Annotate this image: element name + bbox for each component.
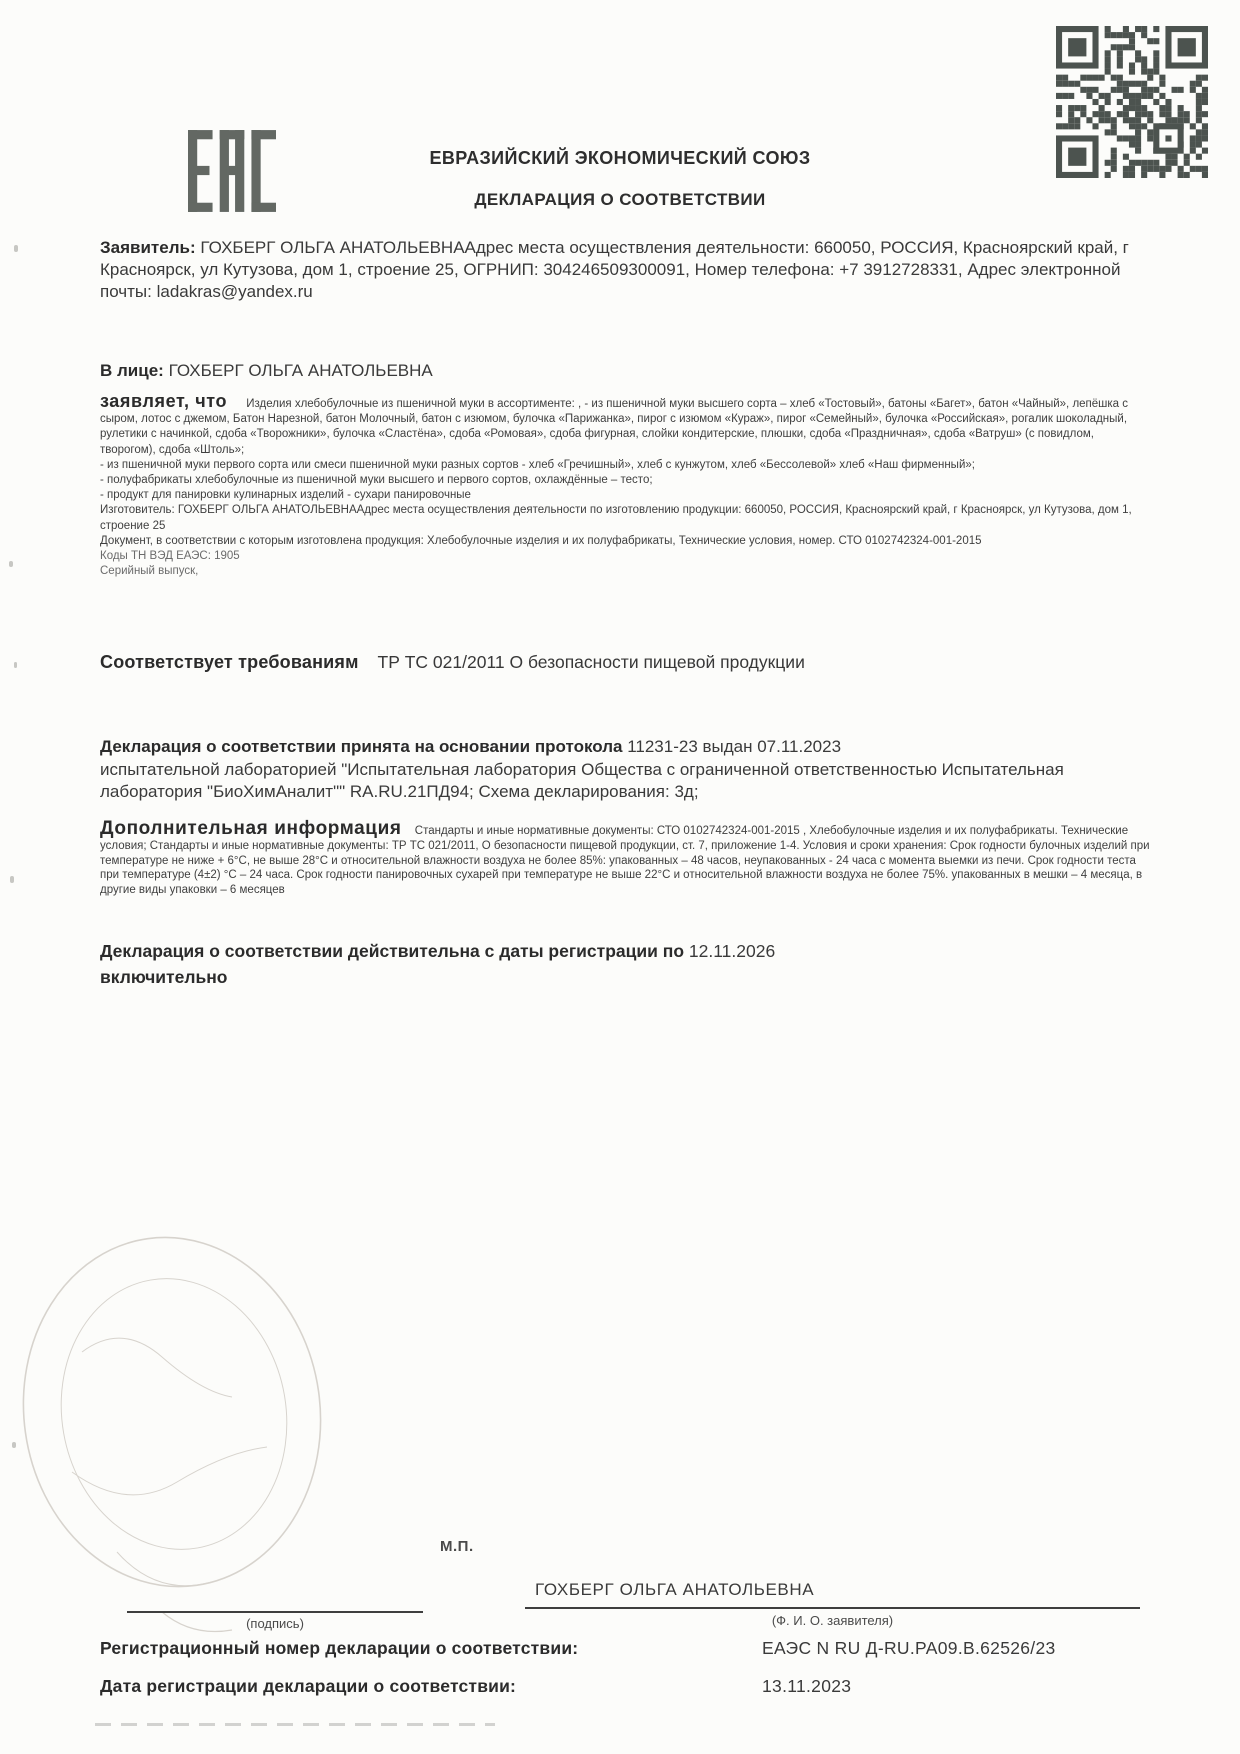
validity-label: Декларация о соответствии действительна с даты регистрации по (100, 941, 685, 961)
production-document-line: Документ, в соответствии с которым изготовлена продукция: Хлебобулочные изделия и их полуфабрикаты, Технические условия, номер. СТО 0102742324-001-2015 (100, 534, 982, 547)
protocol-number-and-date: 11231-23 выдан 07.11.2023 (627, 737, 842, 756)
validity-suffix: включительно (100, 967, 228, 987)
registration-date-label: Дата регистрации декларации о соответствии: (100, 1676, 517, 1696)
additional-info-text: Стандарты и иные нормативные документы: СТО 0102742324-001-2015 , Хлебобулочные изделия и их полуфабрикаты. Технические условия; Стандарты и иные нормативные документы: ТР ТС 021/2011, О безопасности пищевой продукции, ст. 7, приложение 1-4. Условия и сроки хранения: Срок годности булочных изделий при температуре не ниже + 6°С, не выше 28°С и относительной влажности воздуха не более 85%: упакованных – 48 часов, неупакованных - 24 часа с момента выемки из печи. Срок годности теста при температуре (4±2) °С – 24 часа. Срок годности панировочных сухарей при температуре не выше 22°С и относительной влажности воздуха не более 75%. упакованных в мешки – 4 месяца, в другие виды упаковки – 6 месяцев (100, 825, 1150, 897)
additional-info-label: Дополнительная информация (100, 818, 402, 839)
in-person-label: В лице: (100, 361, 164, 380)
scan-artifact-line (95, 1723, 495, 1726)
manufacturer-line: Изготовитель: ГОХБЕРГ ОЛЬГА АНАТОЛЬЕВНААдрес места осуществления деятельности по изготовлению продукции: 660050, РОССИЯ, Красноярский край, г Красноярск, ул Кутузова, дом 1, строение 25 (100, 504, 1132, 532)
document-title: ДЕКЛАРАЦИЯ О СООТВЕТСТВИИ (474, 190, 766, 209)
conformity-line (100, 652, 1148, 673)
scan-speck (9, 561, 13, 567)
basis-label: Декларация о соответствии принята на основании протокола (100, 737, 623, 756)
in-person-line (100, 360, 1148, 382)
validity-block (100, 938, 1148, 990)
applicant-paragraph (100, 237, 1148, 303)
product-assortment-intro: Изделия хлебобулочные из пшеничной муки в ассортименте: , - из пшеничной муки высшего сорта – хлеб «Тостовый», батоны «Багет», батон «Чайный», лепёшка с сыром, лотос с джемом, Батон Нарезной, батон Молочный, батон с изюмом, булочка «Парижанка», пирог с изюмом «Кураж», пирог «Семейный», булочка «Российская», рогалик шоколадный, рулетики с начинкой, сдоба «Творожники», булочка «Сластёна», сдоба «Ромовая», сдоба фигурная, слойки кондитерские, плюшки, сдоба «Праздничная», сдоба «Ватруш» (с повидлом, творогом), сдоба «Штоль»; (100, 398, 1129, 456)
basis-protocol-block (100, 736, 1148, 804)
scan-speck (14, 245, 18, 252)
signatory-name: ГОХБЕРГ ОЛЬГА АНАТОЛЬЕВНА (535, 1580, 815, 1599)
product-list-item: - полуфабрикаты хлебобулочные из пшеничной муки высшего и первого сортов, охлаждённые – тесто; (100, 474, 653, 487)
signature-caption: (подпись) (246, 1616, 304, 1631)
applicant-label: Заявитель: (100, 238, 196, 257)
stamp-impression (22, 1222, 357, 1642)
additional-info-block (100, 818, 1152, 898)
declaration-subject-block (100, 391, 1150, 579)
registration-date-value: 13.11.2023 (762, 1676, 852, 1696)
product-list-item: - продукт для панировки кулинарных изделий - сухари панировочные (100, 489, 471, 502)
seal-place-label: М.П. (440, 1538, 474, 1555)
declares-label: заявляет, что (100, 391, 228, 411)
scan-speck (12, 1442, 16, 1448)
signature-line (127, 1611, 423, 1613)
serial-release-line: Серийный выпуск, (100, 565, 199, 578)
validity-date: 12.11.2026 (688, 941, 776, 961)
conformity-label: Соответствует требованиям (100, 652, 359, 672)
union-title: ЕВРАЗИЙСКИЙ ЭКОНОМИЧЕСКИЙ СОЮЗ (429, 148, 811, 168)
name-line (525, 1607, 1140, 1609)
tnved-codes-line: Коды ТН ВЭД ЕАЭС: 1905 (100, 550, 240, 563)
registration-number-value: ЕАЭС N RU Д-RU.РА09.В.62526/23 (762, 1638, 1056, 1658)
registration-number-label: Регистрационный номер декларации о соответствии: (100, 1638, 579, 1658)
scan-speck (14, 662, 17, 668)
name-caption: (Ф. И. О. заявителя) (771, 1613, 894, 1628)
in-person-text: ГОХБЕРГ ОЛЬГА АНАТОЛЬЕВНА (168, 361, 433, 380)
scan-speck (10, 876, 14, 883)
product-list-item: - из пшеничной муки первого сорта или смеси пшеничной муки разных сортов - хлеб «Гречишный», хлеб с кунжутом, хлеб «Бессолевой» хлеб «Наш фирменный»; (100, 458, 975, 471)
conformity-regulation: ТР ТС 021/2011 О безопасности пищевой продукции (377, 652, 805, 672)
testing-laboratory-text: испытательной лабораторией "Испытательная лаборатория Общества с ограниченной ответственностью Испытательная лаборатория "БиоХимАналит"" RA.RU.21ПД94; Схема декларирования: 3д; (100, 759, 1064, 801)
applicant-text: ГОХБЕРГ ОЛЬГА АНАТОЛЬЕВНААдрес места осуществления деятельности: 660050, РОССИЯ, Красноярский край, г Красноярск, ул Кутузова, дом 1, строение 25, ОГРНИП: 304246509300091, Номер телефона: +7 3912728331, Адрес электронной почты: ladakras@yandex.ru (100, 238, 1129, 301)
